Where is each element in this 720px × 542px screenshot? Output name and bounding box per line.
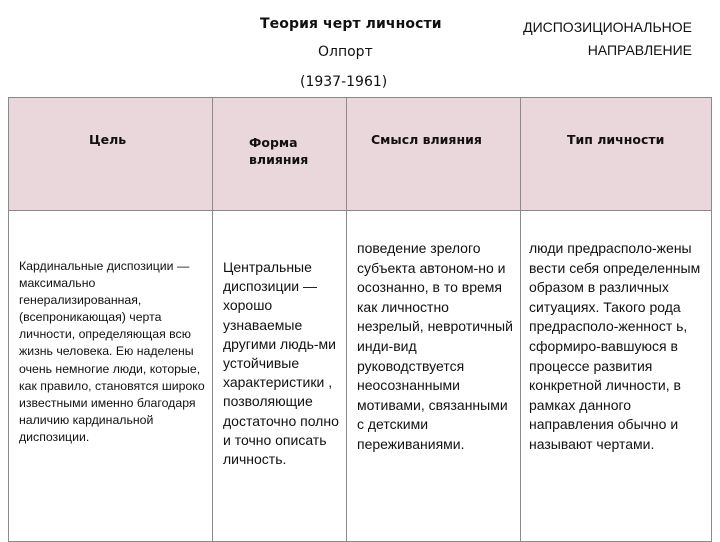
header-form	[213, 98, 347, 211]
slide-years: (1937-1961)	[300, 74, 388, 90]
slide-author: Олпорт	[318, 44, 373, 60]
header-form-label-line-2: влияния	[249, 152, 309, 167]
direction-line-2: НАПРАВЛЕНИЕ	[587, 42, 692, 58]
cell-form	[213, 211, 347, 542]
table-header-row	[9, 98, 712, 211]
cell-meaning	[347, 211, 521, 542]
slide-direction	[452, 16, 692, 62]
cell-form-text: Центральные диспозиции — хорошо узнаваемые другими людь-ми устойчивые характеристики , позволяющие достаточно полно и точно описать личность.	[223, 259, 339, 468]
slide-title: Теория черт личности	[260, 16, 442, 32]
header-form-label-line-1: Форма	[249, 135, 298, 150]
direction-line-1: ДИСПОЗИЦИОНАЛЬНОЕ	[523, 19, 692, 35]
cell-goal	[9, 211, 213, 542]
table-row	[9, 211, 712, 542]
header-type	[521, 98, 712, 211]
cell-type	[521, 211, 712, 542]
header-meaning-label: Смысл влияния	[371, 132, 482, 147]
cell-meaning-text: поведение зрелого субъекта автоном-но и осознанно, в то время как личностно незрелый, невротичный инди-вид руководствуется неосознанными мотивами, связанными с детскими переживаниями.	[357, 240, 513, 452]
header-meaning	[347, 98, 521, 211]
theory-table	[8, 97, 712, 542]
header-goal	[9, 98, 213, 211]
cell-type-text: люди предрасполо-жены вести себя определенным образом в различных ситуациях. Такого рода предрасполо-женност ь, сформиро-вавшуюся в процессе развития конкретной личности, в рамках данного направления обычно и называют чертами.	[529, 240, 701, 452]
header-goal-label: Цель	[89, 132, 127, 147]
header-type-label: Тип личности	[567, 132, 665, 147]
cell-goal-text: Кардинальные диспозиции — максимально генерализированная, (всепроникающая) черта личности, определяющая всю жизнь человека. Ею наделены очень немногие люди, которые, как правило, становятся широко известными именно благодаря наличию кардинальной диспозиции.	[19, 259, 205, 444]
